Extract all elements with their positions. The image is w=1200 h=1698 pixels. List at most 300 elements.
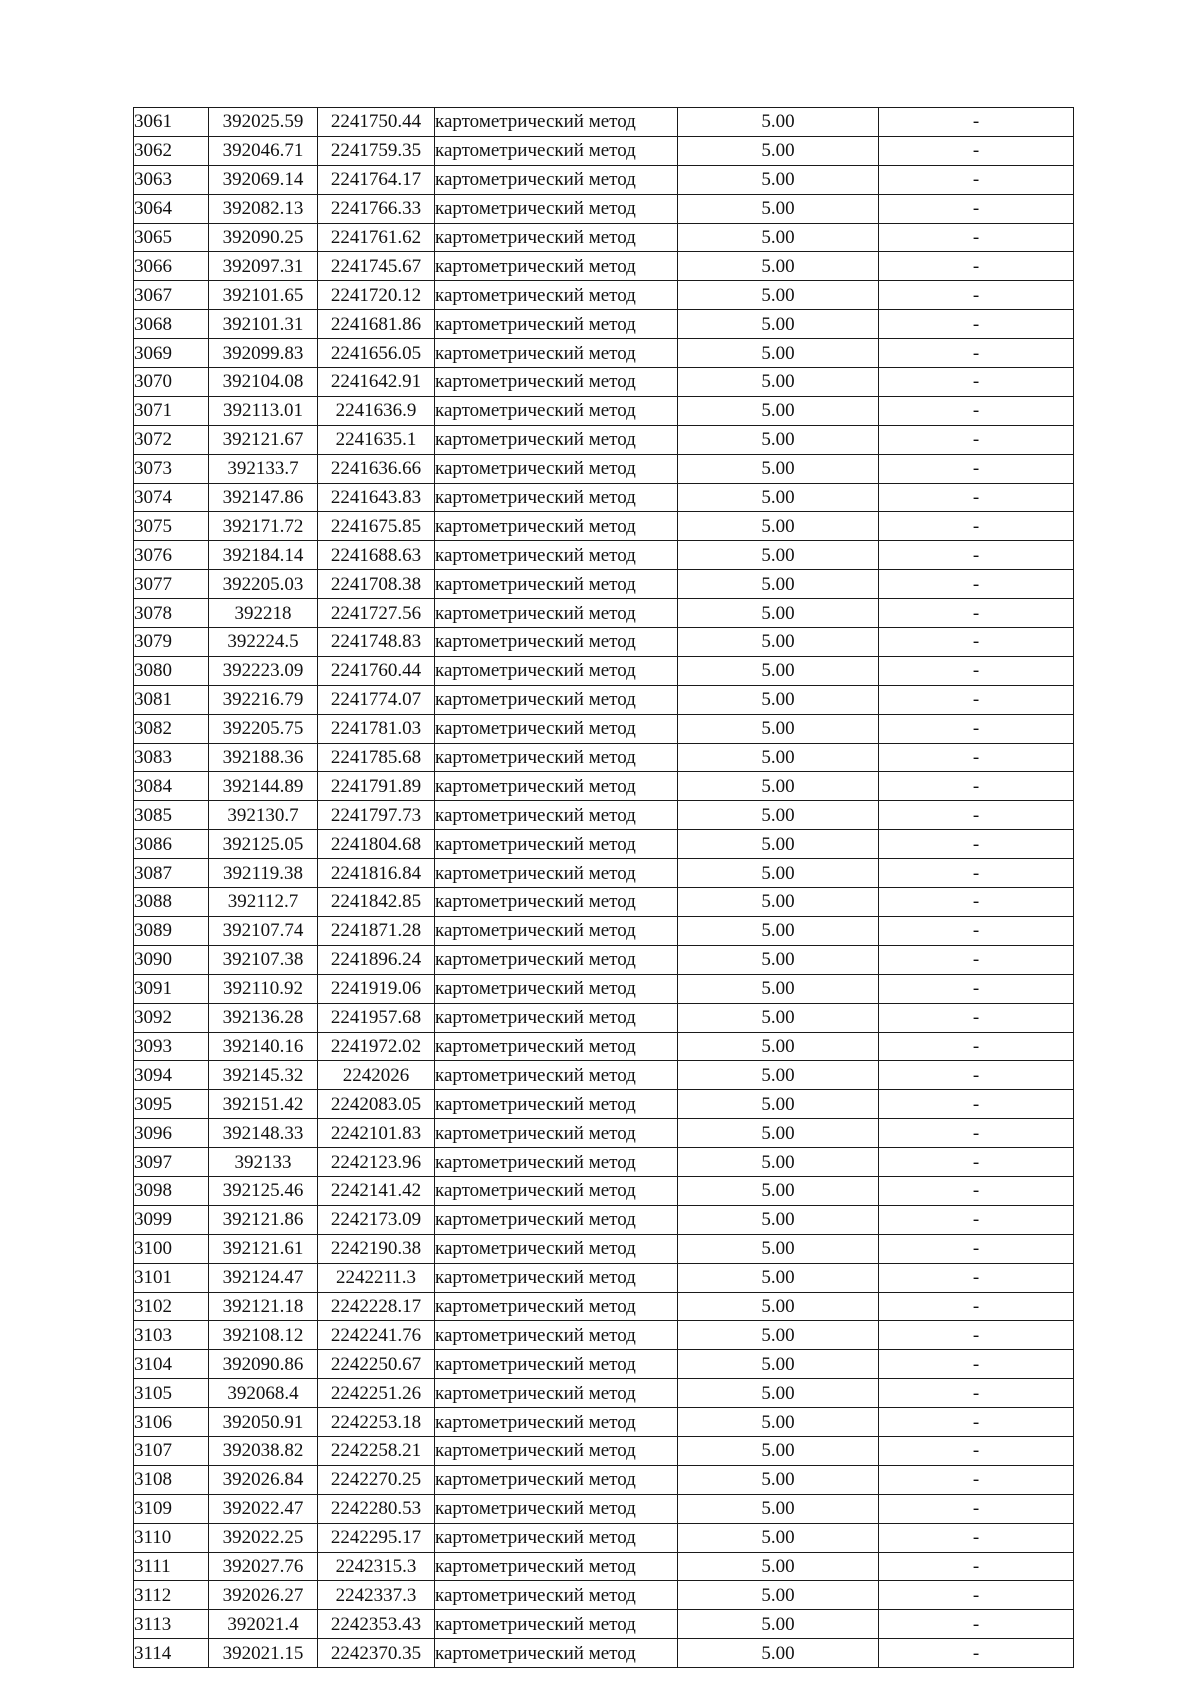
table-row — [134, 570, 1074, 599]
method-cell: картометрический метод — [435, 194, 678, 223]
y-coordinate-cell: 2242253.18 — [318, 1408, 435, 1437]
method-cell: картометрический метод — [435, 1321, 678, 1350]
point-number-cell: 3106 — [134, 1408, 209, 1437]
note-cell: - — [879, 1350, 1074, 1379]
note-cell: - — [879, 108, 1074, 137]
x-coordinate-cell: 392107.38 — [209, 945, 318, 974]
table-row — [134, 916, 1074, 945]
table-row — [134, 1408, 1074, 1437]
method-cell: картометрический метод — [435, 1408, 678, 1437]
accuracy-cell: 5.00 — [678, 599, 879, 628]
x-coordinate-cell: 392223.09 — [209, 656, 318, 685]
x-coordinate-cell: 392097.31 — [209, 252, 318, 281]
accuracy-cell: 5.00 — [678, 1379, 879, 1408]
x-coordinate-cell: 392148.33 — [209, 1119, 318, 1148]
note-cell: - — [879, 685, 1074, 714]
note-cell: - — [879, 368, 1074, 397]
x-coordinate-cell: 392113.01 — [209, 396, 318, 425]
accuracy-cell: 5.00 — [678, 945, 879, 974]
method-cell: картометрический метод — [435, 1061, 678, 1090]
x-coordinate-cell: 392082.13 — [209, 194, 318, 223]
x-coordinate-cell: 392107.74 — [209, 916, 318, 945]
method-cell: картометрический метод — [435, 223, 678, 252]
x-coordinate-cell: 392101.31 — [209, 310, 318, 339]
point-number-cell: 3067 — [134, 281, 209, 310]
method-cell: картометрический метод — [435, 136, 678, 165]
note-cell: - — [879, 483, 1074, 512]
y-coordinate-cell: 2241871.28 — [318, 916, 435, 945]
note-cell: - — [879, 859, 1074, 888]
table-row — [134, 310, 1074, 339]
method-cell: картометрический метод — [435, 1263, 678, 1292]
y-coordinate-cell: 2241797.73 — [318, 801, 435, 830]
table-row — [134, 165, 1074, 194]
table-row — [134, 1350, 1074, 1379]
table-row — [134, 136, 1074, 165]
accuracy-cell: 5.00 — [678, 859, 879, 888]
note-cell: - — [879, 1552, 1074, 1581]
method-cell: картометрический метод — [435, 483, 678, 512]
accuracy-cell: 5.00 — [678, 1350, 879, 1379]
table-row — [134, 1610, 1074, 1639]
table-row — [134, 1148, 1074, 1177]
table-row — [134, 743, 1074, 772]
method-cell: картометрический метод — [435, 1032, 678, 1061]
note-cell: - — [879, 136, 1074, 165]
note-cell: - — [879, 1234, 1074, 1263]
x-coordinate-cell: 392110.92 — [209, 974, 318, 1003]
accuracy-cell: 5.00 — [678, 165, 879, 194]
y-coordinate-cell: 2241816.84 — [318, 859, 435, 888]
point-number-cell: 3082 — [134, 714, 209, 743]
accuracy-cell: 5.00 — [678, 974, 879, 1003]
accuracy-cell: 5.00 — [678, 310, 879, 339]
method-cell: картометрический метод — [435, 1379, 678, 1408]
point-number-cell: 3102 — [134, 1292, 209, 1321]
accuracy-cell: 5.00 — [678, 1494, 879, 1523]
point-number-cell: 3084 — [134, 772, 209, 801]
table-row — [134, 656, 1074, 685]
accuracy-cell: 5.00 — [678, 194, 879, 223]
note-cell: - — [879, 1523, 1074, 1552]
y-coordinate-cell: 2242026 — [318, 1061, 435, 1090]
point-number-cell: 3069 — [134, 339, 209, 368]
y-coordinate-cell: 2241919.06 — [318, 974, 435, 1003]
y-coordinate-cell: 2241759.35 — [318, 136, 435, 165]
table-row — [134, 1061, 1074, 1090]
x-coordinate-cell: 392188.36 — [209, 743, 318, 772]
method-cell: картометрический метод — [435, 368, 678, 397]
x-coordinate-cell: 392133.7 — [209, 454, 318, 483]
point-number-cell: 3107 — [134, 1436, 209, 1465]
table-row — [134, 368, 1074, 397]
method-cell: картометрический метод — [435, 916, 678, 945]
table-row — [134, 1552, 1074, 1581]
y-coordinate-cell: 2242241.76 — [318, 1321, 435, 1350]
point-number-cell: 3091 — [134, 974, 209, 1003]
method-cell: картометрический метод — [435, 772, 678, 801]
y-coordinate-cell: 2241785.68 — [318, 743, 435, 772]
accuracy-cell: 5.00 — [678, 1610, 879, 1639]
method-cell: картометрический метод — [435, 396, 678, 425]
accuracy-cell: 5.00 — [678, 454, 879, 483]
accuracy-cell: 5.00 — [678, 339, 879, 368]
note-cell: - — [879, 1292, 1074, 1321]
x-coordinate-cell: 392151.42 — [209, 1090, 318, 1119]
x-coordinate-cell: 392224.5 — [209, 628, 318, 657]
point-number-cell: 3086 — [134, 830, 209, 859]
x-coordinate-cell: 392124.47 — [209, 1263, 318, 1292]
point-number-cell: 3081 — [134, 685, 209, 714]
accuracy-cell: 5.00 — [678, 570, 879, 599]
x-coordinate-cell: 392026.27 — [209, 1581, 318, 1610]
note-cell: - — [879, 1610, 1074, 1639]
note-cell: - — [879, 223, 1074, 252]
note-cell: - — [879, 714, 1074, 743]
point-number-cell: 3061 — [134, 108, 209, 137]
method-cell: картометрический метод — [435, 628, 678, 657]
method-cell: картометрический метод — [435, 599, 678, 628]
point-number-cell: 3114 — [134, 1639, 209, 1668]
point-number-cell: 3075 — [134, 512, 209, 541]
method-cell: картометрический метод — [435, 1234, 678, 1263]
y-coordinate-cell: 2241766.33 — [318, 194, 435, 223]
y-coordinate-cell: 2241636.9 — [318, 396, 435, 425]
method-cell: картометрический метод — [435, 108, 678, 137]
note-cell: - — [879, 1408, 1074, 1437]
note-cell: - — [879, 599, 1074, 628]
note-cell: - — [879, 801, 1074, 830]
method-cell: картометрический метод — [435, 1119, 678, 1148]
accuracy-cell: 5.00 — [678, 1436, 879, 1465]
accuracy-cell: 5.00 — [678, 656, 879, 685]
x-coordinate-cell: 392125.05 — [209, 830, 318, 859]
method-cell: картометрический метод — [435, 743, 678, 772]
point-number-cell: 3112 — [134, 1581, 209, 1610]
x-coordinate-cell: 392145.32 — [209, 1061, 318, 1090]
accuracy-cell: 5.00 — [678, 743, 879, 772]
y-coordinate-cell: 2241642.91 — [318, 368, 435, 397]
x-coordinate-cell: 392216.79 — [209, 685, 318, 714]
y-coordinate-cell: 2241972.02 — [318, 1032, 435, 1061]
accuracy-cell: 5.00 — [678, 512, 879, 541]
note-cell: - — [879, 656, 1074, 685]
point-number-cell: 3076 — [134, 541, 209, 570]
table-row — [134, 483, 1074, 512]
x-coordinate-cell: 392205.03 — [209, 570, 318, 599]
table-row — [134, 1639, 1074, 1668]
accuracy-cell: 5.00 — [678, 483, 879, 512]
point-number-cell: 3095 — [134, 1090, 209, 1119]
x-coordinate-cell: 392112.7 — [209, 888, 318, 917]
method-cell: картометрический метод — [435, 1090, 678, 1119]
table-row — [134, 1379, 1074, 1408]
x-coordinate-cell: 392144.89 — [209, 772, 318, 801]
table-row — [134, 396, 1074, 425]
point-number-cell: 3098 — [134, 1176, 209, 1205]
x-coordinate-cell: 392104.08 — [209, 368, 318, 397]
y-coordinate-cell: 2241688.63 — [318, 541, 435, 570]
method-cell: картометрический метод — [435, 1003, 678, 1032]
accuracy-cell: 5.00 — [678, 1061, 879, 1090]
table-row — [134, 945, 1074, 974]
y-coordinate-cell: 2242141.42 — [318, 1176, 435, 1205]
method-cell: картометрический метод — [435, 974, 678, 1003]
x-coordinate-cell: 392171.72 — [209, 512, 318, 541]
accuracy-cell: 5.00 — [678, 136, 879, 165]
table-row — [134, 108, 1074, 137]
method-cell: картометрический метод — [435, 454, 678, 483]
table-row — [134, 1523, 1074, 1552]
x-coordinate-cell: 392125.46 — [209, 1176, 318, 1205]
y-coordinate-cell: 2241764.17 — [318, 165, 435, 194]
y-coordinate-cell: 2241727.56 — [318, 599, 435, 628]
accuracy-cell: 5.00 — [678, 1003, 879, 1032]
coordinates-table-body — [134, 108, 1074, 1668]
method-cell: картометрический метод — [435, 656, 678, 685]
note-cell: - — [879, 1119, 1074, 1148]
y-coordinate-cell: 2242337.3 — [318, 1581, 435, 1610]
x-coordinate-cell: 392022.47 — [209, 1494, 318, 1523]
y-coordinate-cell: 2242211.3 — [318, 1263, 435, 1292]
method-cell: картометрический метод — [435, 1205, 678, 1234]
accuracy-cell: 5.00 — [678, 1321, 879, 1350]
note-cell: - — [879, 541, 1074, 570]
point-number-cell: 3100 — [134, 1234, 209, 1263]
point-number-cell: 3089 — [134, 916, 209, 945]
point-number-cell: 3110 — [134, 1523, 209, 1552]
note-cell: - — [879, 512, 1074, 541]
table-row — [134, 830, 1074, 859]
method-cell: картометрический метод — [435, 165, 678, 194]
table-row — [134, 1205, 1074, 1234]
table-row — [134, 599, 1074, 628]
x-coordinate-cell: 392147.86 — [209, 483, 318, 512]
accuracy-cell: 5.00 — [678, 916, 879, 945]
note-cell: - — [879, 974, 1074, 1003]
note-cell: - — [879, 1061, 1074, 1090]
method-cell: картометрический метод — [435, 1292, 678, 1321]
note-cell: - — [879, 743, 1074, 772]
point-number-cell: 3083 — [134, 743, 209, 772]
method-cell: картометрический метод — [435, 310, 678, 339]
table-row — [134, 425, 1074, 454]
x-coordinate-cell: 392021.15 — [209, 1639, 318, 1668]
method-cell: картометрический метод — [435, 1436, 678, 1465]
point-number-cell: 3063 — [134, 165, 209, 194]
x-coordinate-cell: 392099.83 — [209, 339, 318, 368]
point-number-cell: 3064 — [134, 194, 209, 223]
note-cell: - — [879, 888, 1074, 917]
note-cell: - — [879, 396, 1074, 425]
method-cell: картометрический метод — [435, 1148, 678, 1177]
accuracy-cell: 5.00 — [678, 772, 879, 801]
note-cell: - — [879, 281, 1074, 310]
point-number-cell: 3096 — [134, 1119, 209, 1148]
table-row — [134, 974, 1074, 1003]
y-coordinate-cell: 2241636.66 — [318, 454, 435, 483]
y-coordinate-cell: 2242083.05 — [318, 1090, 435, 1119]
note-cell: - — [879, 1176, 1074, 1205]
note-cell: - — [879, 310, 1074, 339]
method-cell: картометрический метод — [435, 1523, 678, 1552]
accuracy-cell: 5.00 — [678, 1581, 879, 1610]
accuracy-cell: 5.00 — [678, 830, 879, 859]
method-cell: картометрический метод — [435, 512, 678, 541]
point-number-cell: 3066 — [134, 252, 209, 281]
point-number-cell: 3062 — [134, 136, 209, 165]
accuracy-cell: 5.00 — [678, 1090, 879, 1119]
x-coordinate-cell: 392121.61 — [209, 1234, 318, 1263]
table-row — [134, 339, 1074, 368]
note-cell: - — [879, 165, 1074, 194]
x-coordinate-cell: 392184.14 — [209, 541, 318, 570]
point-number-cell: 3070 — [134, 368, 209, 397]
method-cell: картометрический метод — [435, 1639, 678, 1668]
y-coordinate-cell: 2242228.17 — [318, 1292, 435, 1321]
accuracy-cell: 5.00 — [678, 1205, 879, 1234]
point-number-cell: 3109 — [134, 1494, 209, 1523]
table-row — [134, 1234, 1074, 1263]
accuracy-cell: 5.00 — [678, 1552, 879, 1581]
note-cell: - — [879, 945, 1074, 974]
method-cell: картометрический метод — [435, 945, 678, 974]
accuracy-cell: 5.00 — [678, 1032, 879, 1061]
accuracy-cell: 5.00 — [678, 628, 879, 657]
method-cell: картометрический метод — [435, 714, 678, 743]
y-coordinate-cell: 2241957.68 — [318, 1003, 435, 1032]
accuracy-cell: 5.00 — [678, 252, 879, 281]
x-coordinate-cell: 392136.28 — [209, 1003, 318, 1032]
accuracy-cell: 5.00 — [678, 1639, 879, 1668]
point-number-cell: 3113 — [134, 1610, 209, 1639]
x-coordinate-cell: 392069.14 — [209, 165, 318, 194]
x-coordinate-cell: 392090.25 — [209, 223, 318, 252]
accuracy-cell: 5.00 — [678, 801, 879, 830]
table-row — [134, 541, 1074, 570]
table-row — [134, 1581, 1074, 1610]
x-coordinate-cell: 392121.86 — [209, 1205, 318, 1234]
y-coordinate-cell: 2242295.17 — [318, 1523, 435, 1552]
note-cell: - — [879, 1639, 1074, 1668]
point-number-cell: 3079 — [134, 628, 209, 657]
note-cell: - — [879, 454, 1074, 483]
point-number-cell: 3071 — [134, 396, 209, 425]
note-cell: - — [879, 830, 1074, 859]
x-coordinate-cell: 392090.86 — [209, 1350, 318, 1379]
accuracy-cell: 5.00 — [678, 425, 879, 454]
method-cell: картометрический метод — [435, 1350, 678, 1379]
point-number-cell: 3090 — [134, 945, 209, 974]
table-row — [134, 772, 1074, 801]
table-row — [134, 628, 1074, 657]
y-coordinate-cell: 2241774.07 — [318, 685, 435, 714]
note-cell: - — [879, 425, 1074, 454]
note-cell: - — [879, 916, 1074, 945]
note-cell: - — [879, 339, 1074, 368]
note-cell: - — [879, 1321, 1074, 1350]
x-coordinate-cell: 392021.4 — [209, 1610, 318, 1639]
note-cell: - — [879, 1581, 1074, 1610]
x-coordinate-cell: 392027.76 — [209, 1552, 318, 1581]
table-row — [134, 1436, 1074, 1465]
y-coordinate-cell: 2241635.1 — [318, 425, 435, 454]
point-number-cell: 3077 — [134, 570, 209, 599]
note-cell: - — [879, 1003, 1074, 1032]
point-number-cell: 3103 — [134, 1321, 209, 1350]
y-coordinate-cell: 2242123.96 — [318, 1148, 435, 1177]
x-coordinate-cell: 392101.65 — [209, 281, 318, 310]
y-coordinate-cell: 2241842.85 — [318, 888, 435, 917]
x-coordinate-cell: 392130.7 — [209, 801, 318, 830]
method-cell: картометрический метод — [435, 570, 678, 599]
method-cell: картометрический метод — [435, 830, 678, 859]
note-cell: - — [879, 1205, 1074, 1234]
method-cell: картометрический метод — [435, 1176, 678, 1205]
note-cell: - — [879, 252, 1074, 281]
point-number-cell: 3080 — [134, 656, 209, 685]
table-row — [134, 281, 1074, 310]
point-number-cell: 3074 — [134, 483, 209, 512]
y-coordinate-cell: 2242251.26 — [318, 1379, 435, 1408]
accuracy-cell: 5.00 — [678, 714, 879, 743]
point-number-cell: 3093 — [134, 1032, 209, 1061]
method-cell: картометрический метод — [435, 685, 678, 714]
point-number-cell: 3072 — [134, 425, 209, 454]
note-cell: - — [879, 1465, 1074, 1494]
table-row — [134, 888, 1074, 917]
point-number-cell: 3087 — [134, 859, 209, 888]
method-cell: картометрический метод — [435, 1465, 678, 1494]
y-coordinate-cell: 2241720.12 — [318, 281, 435, 310]
point-number-cell: 3108 — [134, 1465, 209, 1494]
x-coordinate-cell: 392205.75 — [209, 714, 318, 743]
y-coordinate-cell: 2241748.83 — [318, 628, 435, 657]
table-row — [134, 1494, 1074, 1523]
method-cell: картометрический метод — [435, 888, 678, 917]
x-coordinate-cell: 392108.12 — [209, 1321, 318, 1350]
y-coordinate-cell: 2241656.05 — [318, 339, 435, 368]
accuracy-cell: 5.00 — [678, 396, 879, 425]
method-cell: картометрический метод — [435, 859, 678, 888]
y-coordinate-cell: 2241745.67 — [318, 252, 435, 281]
accuracy-cell: 5.00 — [678, 1234, 879, 1263]
accuracy-cell: 5.00 — [678, 1523, 879, 1552]
note-cell: - — [879, 1032, 1074, 1061]
method-cell: картометрический метод — [435, 281, 678, 310]
coordinates-table — [133, 107, 1074, 1668]
note-cell: - — [879, 1263, 1074, 1292]
x-coordinate-cell: 392026.84 — [209, 1465, 318, 1494]
x-coordinate-cell: 392140.16 — [209, 1032, 318, 1061]
note-cell: - — [879, 1494, 1074, 1523]
table-row — [134, 1176, 1074, 1205]
x-coordinate-cell: 392121.18 — [209, 1292, 318, 1321]
point-number-cell: 3078 — [134, 599, 209, 628]
x-coordinate-cell: 392121.67 — [209, 425, 318, 454]
note-cell: - — [879, 1379, 1074, 1408]
accuracy-cell: 5.00 — [678, 108, 879, 137]
y-coordinate-cell: 2242353.43 — [318, 1610, 435, 1639]
x-coordinate-cell: 392046.71 — [209, 136, 318, 165]
y-coordinate-cell: 2241750.44 — [318, 108, 435, 137]
y-coordinate-cell: 2242173.09 — [318, 1205, 435, 1234]
x-coordinate-cell: 392038.82 — [209, 1436, 318, 1465]
y-coordinate-cell: 2241791.89 — [318, 772, 435, 801]
point-number-cell: 3094 — [134, 1061, 209, 1090]
accuracy-cell: 5.00 — [678, 1408, 879, 1437]
table-row — [134, 859, 1074, 888]
